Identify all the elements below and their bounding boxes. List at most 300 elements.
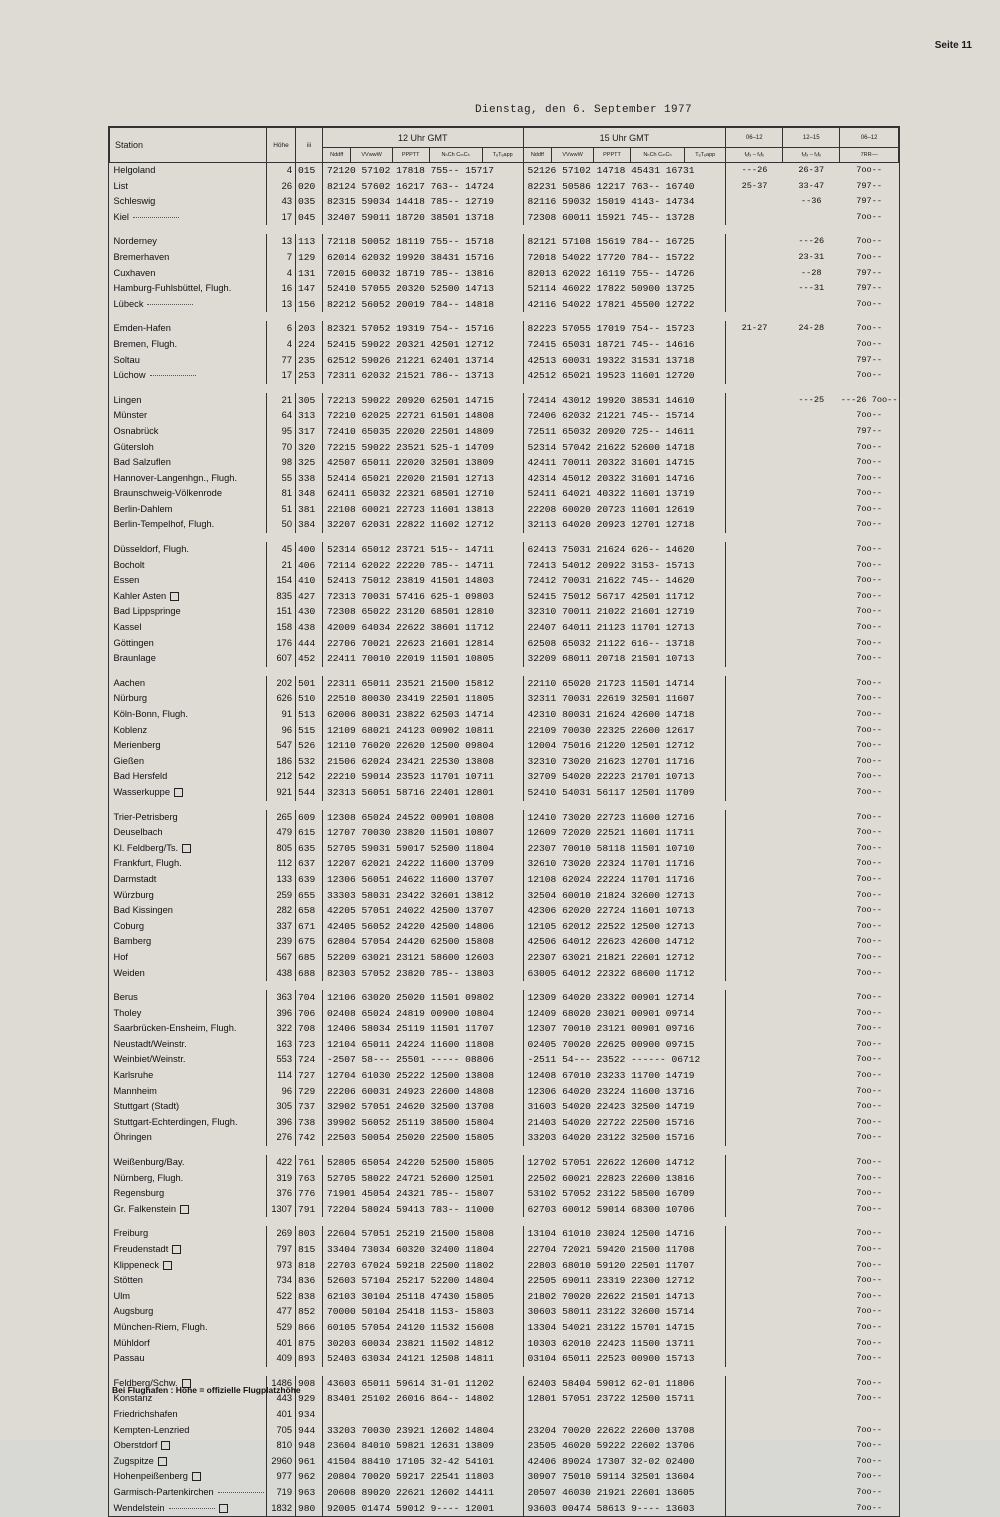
obs-12utc-groups: 82315 59034 14418 785-- 12719 bbox=[323, 194, 524, 210]
station-name: Nürburg bbox=[113, 693, 148, 704]
station-altitude: 13 bbox=[267, 297, 296, 313]
precip-7rr: ---26 7oo-- bbox=[840, 394, 898, 405]
sub-nddff-12: Nddff bbox=[323, 148, 351, 163]
table-row bbox=[110, 825, 899, 841]
station-index: 729 bbox=[296, 1084, 323, 1100]
obs-15utc-groups: 72412 70031 21622 745-- 14620 bbox=[523, 573, 726, 589]
station-index: 838 bbox=[296, 1289, 323, 1305]
obs-12utc-groups: 72118 50052 18119 755-- 15718 bbox=[323, 234, 524, 250]
station-index: 615 bbox=[296, 825, 323, 841]
gust-0612 bbox=[726, 888, 783, 904]
station-index: 020 bbox=[296, 179, 323, 195]
obs-12utc-groups: 12110 76020 22620 12500 09804 bbox=[323, 738, 524, 754]
gust-0612 bbox=[726, 1336, 783, 1352]
gust-0612 bbox=[726, 903, 783, 919]
gust-0612 bbox=[726, 810, 783, 826]
obs-12utc-groups: 33404 73034 60320 32400 11804 bbox=[323, 1242, 524, 1258]
station-altitude: 163 bbox=[267, 1037, 296, 1053]
obs-15utc-groups: 32209 68011 20718 21501 10713 bbox=[523, 651, 726, 667]
station-index: 156 bbox=[296, 297, 323, 313]
station-altitude: 921 bbox=[267, 785, 296, 801]
spacer-cell bbox=[482, 801, 523, 810]
obs-12utc-groups: 72308 65022 23120 68501 12810 bbox=[323, 604, 524, 620]
obs-12utc-groups: 42405 56052 24220 42500 14806 bbox=[323, 919, 524, 935]
station-index: 639 bbox=[296, 872, 323, 888]
station-index: 515 bbox=[296, 723, 323, 739]
obs-15utc-groups: 32310 73020 21623 12701 11716 bbox=[523, 754, 726, 770]
gust-0612 bbox=[726, 1052, 783, 1068]
obs-12utc-groups: 41504 88410 17105 32-42 54101 bbox=[323, 1454, 524, 1470]
gust-0612 bbox=[726, 1171, 783, 1187]
sub-nddff-15: Nddff bbox=[523, 148, 552, 163]
obs-15utc-groups: 62413 75031 21624 626-- 14620 bbox=[523, 542, 726, 558]
gust-1215 bbox=[783, 1155, 840, 1171]
obs-15utc-groups: 20507 46030 21921 22601 13605 bbox=[523, 1485, 726, 1501]
obs-12utc-groups: 22108 60021 22723 11601 13813 bbox=[323, 502, 524, 518]
gust-1215 bbox=[783, 990, 840, 1006]
obs-12utc-groups: 33303 58031 23422 32601 13812 bbox=[323, 888, 524, 904]
spacer-cell bbox=[110, 225, 267, 234]
obs-12utc-groups: 12104 65011 24224 11600 11808 bbox=[323, 1037, 524, 1053]
obs-15utc-groups: 62508 65032 21122 616-- 13718 bbox=[523, 636, 726, 652]
spacer-cell bbox=[552, 225, 594, 234]
spacer-cell bbox=[552, 667, 594, 676]
table-row bbox=[110, 368, 899, 384]
obs-15utc-groups: 82223 57055 17019 754-- 15723 bbox=[523, 321, 726, 337]
station-index: 893 bbox=[296, 1351, 323, 1367]
table-row bbox=[110, 1052, 899, 1068]
gust-0612 bbox=[726, 1469, 783, 1485]
gust-0612 bbox=[726, 1320, 783, 1336]
obs-12utc-groups: 33203 70030 23921 12602 14804 bbox=[323, 1423, 524, 1439]
obs-15utc-groups: 23505 46020 59222 22602 13706 bbox=[523, 1438, 726, 1454]
gust-0612: ---26 bbox=[726, 163, 783, 179]
precip-7rr: 7oo-- bbox=[856, 771, 883, 782]
gust-0612 bbox=[726, 194, 783, 210]
gust-1215: --28 bbox=[800, 267, 822, 278]
gust-1215: 23-31 bbox=[798, 251, 825, 262]
station-altitude: 276 bbox=[267, 1130, 296, 1146]
precip-7rr: 7oo-- bbox=[856, 488, 883, 499]
table-row bbox=[110, 1099, 899, 1115]
spacer-cell bbox=[523, 1217, 552, 1226]
station-altitude: 70 bbox=[267, 440, 296, 456]
sub-fxfx-0612a: fₓfₓ – fₓfₓ bbox=[726, 148, 783, 163]
checkbox-marker-icon bbox=[174, 788, 183, 797]
spacer-cell bbox=[323, 1217, 351, 1226]
table-row bbox=[110, 1242, 899, 1258]
gust-1215 bbox=[783, 1438, 840, 1454]
precip-7rr: 7oo-- bbox=[856, 1440, 883, 1451]
obs-12utc-groups: 83401 25102 26016 864-- 14802 bbox=[323, 1391, 524, 1407]
station-name: Weiden bbox=[113, 967, 145, 978]
sub-tdtdapp-12: TₑTₑapp bbox=[482, 148, 523, 163]
spacer-cell bbox=[351, 312, 393, 321]
table-row bbox=[110, 1006, 899, 1022]
table-row bbox=[110, 558, 899, 574]
gust-0612 bbox=[726, 517, 783, 533]
table-row bbox=[110, 1155, 899, 1171]
obs-12utc-groups: 12106 63020 25020 11501 09802 bbox=[323, 990, 524, 1006]
gust-0612 bbox=[726, 950, 783, 966]
col-group-15utc: 15 Uhr GMT bbox=[523, 128, 726, 148]
spacer-cell bbox=[631, 384, 685, 393]
table-row bbox=[110, 903, 899, 919]
station-altitude: 186 bbox=[267, 754, 296, 770]
gust-1215 bbox=[783, 1006, 840, 1022]
precip-7rr: 7oo-- bbox=[856, 1259, 883, 1270]
station-name: Zugspitze bbox=[110, 1454, 267, 1470]
gust-0612 bbox=[726, 471, 783, 487]
table-row bbox=[110, 1423, 899, 1439]
obs-12utc-groups: 12308 65024 24522 00901 10808 bbox=[323, 810, 524, 826]
station-altitude: 443 bbox=[267, 1391, 296, 1407]
precip-7rr: 7oo-- bbox=[856, 622, 883, 633]
gust-0612 bbox=[726, 825, 783, 841]
station-altitude: 16 bbox=[267, 281, 296, 297]
gust-1215 bbox=[783, 888, 840, 904]
gust-1215 bbox=[783, 1469, 840, 1485]
station-index: 444 bbox=[296, 636, 323, 652]
station-altitude: 176 bbox=[267, 636, 296, 652]
obs-12utc-groups: 32902 57051 24620 32500 13708 bbox=[323, 1099, 524, 1115]
gust-0612 bbox=[726, 502, 783, 518]
precip-7rr: 7oo-- bbox=[856, 236, 883, 247]
station-name: Essen bbox=[113, 575, 140, 586]
precip-7rr: 7oo-- bbox=[856, 709, 883, 719]
obs-12utc-groups: 72114 62022 22220 785-- 14711 bbox=[323, 558, 524, 574]
col-group-1215: 12–15 bbox=[783, 128, 840, 148]
obs-12utc-groups: 72120 57102 17818 755-- 15717 bbox=[323, 163, 524, 179]
station-name: Trier-Petrisberg bbox=[113, 811, 178, 822]
spacer-cell bbox=[110, 801, 267, 810]
station-altitude: 265 bbox=[267, 810, 296, 826]
station-name: Kl. Feldberg/Ts. bbox=[110, 841, 267, 857]
precip-7rr: 7oo-- bbox=[856, 1290, 883, 1301]
spacer-cell bbox=[482, 981, 523, 990]
station-index: 688 bbox=[296, 966, 323, 982]
obs-15utc-groups: 12309 64020 23322 00901 12714 bbox=[523, 990, 726, 1006]
precip-7rr: 7oo-- bbox=[856, 740, 883, 751]
gust-1215 bbox=[783, 1336, 840, 1352]
spacer-cell bbox=[296, 981, 323, 990]
checkbox-marker-icon bbox=[163, 1261, 172, 1270]
gust-0612 bbox=[726, 210, 783, 226]
station-altitude: 529 bbox=[267, 1320, 296, 1336]
station-index: 452 bbox=[296, 651, 323, 667]
table-row bbox=[110, 163, 899, 179]
gust-1215 bbox=[783, 1084, 840, 1100]
obs-15utc-groups: 82121 57108 15619 784-- 16725 bbox=[523, 234, 726, 250]
gust-0612 bbox=[726, 250, 783, 266]
station-altitude: 202 bbox=[267, 676, 296, 692]
gust-0612 bbox=[726, 393, 783, 409]
station-index: 313 bbox=[296, 408, 323, 424]
table-row bbox=[110, 589, 899, 605]
table-row bbox=[110, 210, 899, 226]
weather-data-table bbox=[108, 126, 900, 1517]
table-row bbox=[110, 769, 899, 785]
gust-1215 bbox=[783, 1289, 840, 1305]
sub-vvwww-12: VVwwW bbox=[351, 148, 393, 163]
gust-1215 bbox=[783, 810, 840, 826]
col-group-0612-b: 06–12 bbox=[840, 128, 899, 148]
spacer-cell bbox=[351, 384, 393, 393]
station-altitude: 114 bbox=[267, 1068, 296, 1084]
leader-dots bbox=[133, 217, 179, 218]
gust-1215 bbox=[783, 723, 840, 739]
obs-12utc-groups: 43603 65011 59614 31-01 11202 bbox=[323, 1376, 524, 1392]
station-name: List bbox=[113, 180, 128, 191]
station-altitude: 17 bbox=[267, 210, 296, 226]
spacer-cell bbox=[594, 1146, 631, 1155]
table-row bbox=[110, 234, 899, 250]
station-altitude: 522 bbox=[267, 1289, 296, 1305]
station-name: Köln-Bonn, Flugh. bbox=[113, 709, 188, 719]
gust-0612 bbox=[726, 723, 783, 739]
station-name: Hof bbox=[113, 951, 128, 962]
gust-1215 bbox=[783, 297, 840, 313]
precip-7rr: 7oo-- bbox=[856, 1070, 883, 1081]
gust-1215 bbox=[783, 856, 840, 872]
spacer-cell bbox=[594, 1367, 631, 1376]
obs-12utc-groups: 72313 70031 57416 625-1 09803 bbox=[323, 589, 524, 605]
gust-1215 bbox=[783, 542, 840, 558]
gust-1215 bbox=[783, 825, 840, 841]
obs-12utc-groups: 72410 65035 22020 22501 14809 bbox=[323, 424, 524, 440]
table-row bbox=[110, 1351, 899, 1367]
gust-0612 bbox=[726, 266, 783, 282]
table-row bbox=[110, 393, 899, 409]
station-index: 706 bbox=[296, 1006, 323, 1022]
obs-15utc-groups: 02405 70020 22625 00900 09715 bbox=[523, 1037, 726, 1053]
station-index: 685 bbox=[296, 950, 323, 966]
obs-15utc-groups: 21802 70020 22622 21501 14713 bbox=[523, 1289, 726, 1305]
obs-12utc-groups: 22311 65011 23521 21500 15812 bbox=[323, 676, 524, 692]
station-index: 738 bbox=[296, 1115, 323, 1131]
precip-7rr: 7oo-- bbox=[856, 370, 883, 381]
spacer-cell bbox=[110, 533, 267, 542]
spacer-cell bbox=[552, 981, 594, 990]
precip-7rr: 7oo-- bbox=[856, 873, 883, 884]
spacer-cell bbox=[523, 533, 552, 542]
block-separator bbox=[110, 384, 899, 393]
precip-7rr: 7oo-- bbox=[856, 811, 883, 822]
block-separator bbox=[110, 1367, 899, 1376]
obs-12utc-groups: 12704 61030 25222 12500 13808 bbox=[323, 1068, 524, 1084]
spacer-cell bbox=[267, 312, 296, 321]
block-separator bbox=[110, 533, 899, 542]
spacer-cell bbox=[552, 384, 594, 393]
station-altitude: 705 bbox=[267, 1423, 296, 1439]
table-row bbox=[110, 691, 899, 707]
precip-7rr: 7oo-- bbox=[856, 1393, 883, 1404]
obs-15utc-groups: 22803 68010 59120 22501 11707 bbox=[523, 1258, 726, 1274]
gust-1215 bbox=[783, 1115, 840, 1131]
station-name: Stuttgart (Stadt) bbox=[113, 1101, 180, 1112]
gust-0612 bbox=[726, 651, 783, 667]
obs-15utc-groups: 13104 61010 23024 12500 14716 bbox=[523, 1226, 726, 1242]
table-row bbox=[110, 990, 899, 1006]
obs-15utc-groups: 52314 57042 21622 52600 14718 bbox=[523, 440, 726, 456]
table-row bbox=[110, 785, 899, 801]
obs-15utc-groups: 12702 57051 22622 12600 14712 bbox=[523, 1155, 726, 1171]
obs-15utc-groups: 82116 59032 15019 4143- 14734 bbox=[523, 194, 726, 210]
gust-1215 bbox=[783, 1099, 840, 1115]
gust-0612 bbox=[726, 573, 783, 589]
obs-12utc-groups: 62411 65032 22321 68501 12710 bbox=[323, 486, 524, 502]
precip-7rr: 797-- bbox=[856, 180, 883, 191]
station-index: 791 bbox=[296, 1202, 323, 1218]
station-name: Lübeck bbox=[110, 297, 267, 313]
station-altitude: 4 bbox=[267, 337, 296, 353]
gust-1215 bbox=[783, 636, 840, 652]
station-altitude: 98 bbox=[267, 455, 296, 471]
station-name: Oberstdorf bbox=[110, 1438, 267, 1454]
gust-1215 bbox=[783, 1304, 840, 1320]
station-name: Aachen bbox=[113, 677, 146, 688]
spacer-cell bbox=[685, 667, 726, 676]
precip-7rr: 7oo-- bbox=[856, 724, 883, 735]
precip-7rr: 7oo-- bbox=[856, 1157, 883, 1168]
gust-0612 bbox=[726, 754, 783, 770]
station-name: Garmisch-Partenkirchen bbox=[110, 1485, 267, 1501]
obs-15utc-groups: 72018 54022 17720 784-- 15722 bbox=[523, 250, 726, 266]
station-name: Düsseldorf, Flugh. bbox=[113, 544, 189, 555]
station-name: Mannheim bbox=[113, 1085, 157, 1096]
precip-7rr: 7oo-- bbox=[856, 951, 883, 962]
gust-1215 bbox=[783, 1021, 840, 1037]
station-name: Deuselbach bbox=[113, 827, 163, 838]
gust-1215 bbox=[783, 1320, 840, 1336]
station-index: 320 bbox=[296, 440, 323, 456]
station-index: 384 bbox=[296, 517, 323, 533]
station-name: Freudenstadt bbox=[110, 1242, 267, 1258]
station-index: 671 bbox=[296, 919, 323, 935]
obs-15utc-groups: 33203 64020 23122 32500 15716 bbox=[523, 1130, 726, 1146]
precip-7rr: 7oo-- bbox=[856, 1054, 883, 1065]
gust-1215 bbox=[783, 1423, 840, 1439]
precip-7rr: 7oo-- bbox=[856, 410, 883, 421]
spacer-cell bbox=[296, 1217, 323, 1226]
table-row bbox=[110, 707, 899, 723]
station-altitude: 239 bbox=[267, 934, 296, 950]
station-altitude: 719 bbox=[267, 1485, 296, 1501]
station-index: 235 bbox=[296, 353, 323, 369]
gust-0612 bbox=[726, 1130, 783, 1146]
table-row bbox=[110, 266, 899, 282]
station-altitude: 269 bbox=[267, 1226, 296, 1242]
station-altitude: 4 bbox=[267, 163, 296, 179]
spacer-cell bbox=[594, 533, 631, 542]
obs-15utc-groups: 32310 70011 21022 21601 12719 bbox=[523, 604, 726, 620]
table-row bbox=[110, 194, 899, 210]
obs-15utc-groups: 93603 00474 58613 9---- 13603 bbox=[523, 1501, 726, 1517]
spacer-cell bbox=[110, 981, 267, 990]
station-index: 961 bbox=[296, 1454, 323, 1470]
station-name: Karlsruhe bbox=[113, 1070, 154, 1081]
station-index: 737 bbox=[296, 1099, 323, 1115]
spacer-cell bbox=[631, 225, 685, 234]
station-altitude: 43 bbox=[267, 194, 296, 210]
gust-0612 bbox=[726, 297, 783, 313]
precip-7rr: 797-- bbox=[856, 354, 883, 365]
station-altitude: 626 bbox=[267, 691, 296, 707]
station-altitude: 797 bbox=[267, 1242, 296, 1258]
station-altitude: 95 bbox=[267, 424, 296, 440]
station-index: 763 bbox=[296, 1171, 323, 1187]
precip-7rr: 7oo-- bbox=[856, 1203, 883, 1214]
gust-1215 bbox=[783, 754, 840, 770]
obs-15utc-groups: 82013 62022 16119 755-- 14726 bbox=[523, 266, 726, 282]
obs-15utc-groups: 52126 57102 14718 45431 16731 bbox=[523, 163, 726, 179]
station-index: 723 bbox=[296, 1037, 323, 1053]
table-row bbox=[110, 636, 899, 652]
spacer-cell bbox=[296, 1367, 323, 1376]
obs-15utc-groups: 62703 60012 59014 68300 10706 bbox=[523, 1202, 726, 1218]
station-name: Freiburg bbox=[113, 1228, 149, 1239]
station-index: 818 bbox=[296, 1258, 323, 1274]
leader-dots bbox=[150, 375, 196, 376]
obs-15utc-groups: 13304 54021 23122 15701 14715 bbox=[523, 1320, 726, 1336]
obs-15utc-groups: 42512 65021 19523 11601 12720 bbox=[523, 368, 726, 384]
spacer-cell bbox=[631, 981, 685, 990]
gust-1215 bbox=[783, 620, 840, 636]
gust-1215 bbox=[783, 337, 840, 353]
station-name: Göttingen bbox=[113, 637, 154, 648]
checkbox-marker-icon bbox=[219, 1504, 228, 1513]
station-index: 852 bbox=[296, 1304, 323, 1320]
spacer-cell bbox=[429, 981, 482, 990]
station-name: Koblenz bbox=[113, 724, 148, 735]
spacer-cell bbox=[267, 801, 296, 810]
station-index: 338 bbox=[296, 471, 323, 487]
obs-12utc-groups: 60105 57054 24120 11532 15608 bbox=[323, 1320, 524, 1336]
precip-7rr: 7oo-- bbox=[856, 1132, 883, 1143]
table-row bbox=[110, 1320, 899, 1336]
spacer-cell bbox=[267, 533, 296, 542]
spacer-cell bbox=[296, 533, 323, 542]
col-station: Station bbox=[110, 128, 267, 163]
obs-15utc-groups: 72415 65031 18721 745-- 14616 bbox=[523, 337, 726, 353]
precip-7rr: 7oo-- bbox=[856, 936, 883, 947]
table-row bbox=[110, 966, 899, 982]
obs-12utc-groups: 12406 58034 25119 11501 11707 bbox=[323, 1021, 524, 1037]
station-index: 908 bbox=[296, 1376, 323, 1392]
obs-12utc-groups: 71901 45054 24321 785-- 15807 bbox=[323, 1186, 524, 1202]
station-altitude: 305 bbox=[267, 1099, 296, 1115]
station-name: Gießen bbox=[113, 755, 144, 766]
spacer-cell bbox=[685, 533, 726, 542]
spacer-cell bbox=[110, 1367, 267, 1376]
station-name: Konstanz bbox=[113, 1393, 153, 1404]
precip-7rr: 7oo-- bbox=[856, 1023, 883, 1034]
gust-1215: ---26 bbox=[798, 236, 825, 247]
table-row bbox=[110, 651, 899, 667]
station-index: 406 bbox=[296, 558, 323, 574]
table bbox=[109, 127, 899, 1516]
station-index: 381 bbox=[296, 502, 323, 518]
station-index: 131 bbox=[296, 266, 323, 282]
obs-15utc-groups: 23204 70020 22622 22600 13708 bbox=[523, 1423, 726, 1439]
station-index: 803 bbox=[296, 1226, 323, 1242]
spacer-cell bbox=[482, 312, 523, 321]
spacer-cell bbox=[482, 667, 523, 676]
spacer-cell bbox=[267, 981, 296, 990]
gust-1215 bbox=[783, 471, 840, 487]
table-row bbox=[110, 888, 899, 904]
footnote: Bei Flughafen : Höhe = offizielle Flugplatzhöhe bbox=[112, 1385, 301, 1395]
